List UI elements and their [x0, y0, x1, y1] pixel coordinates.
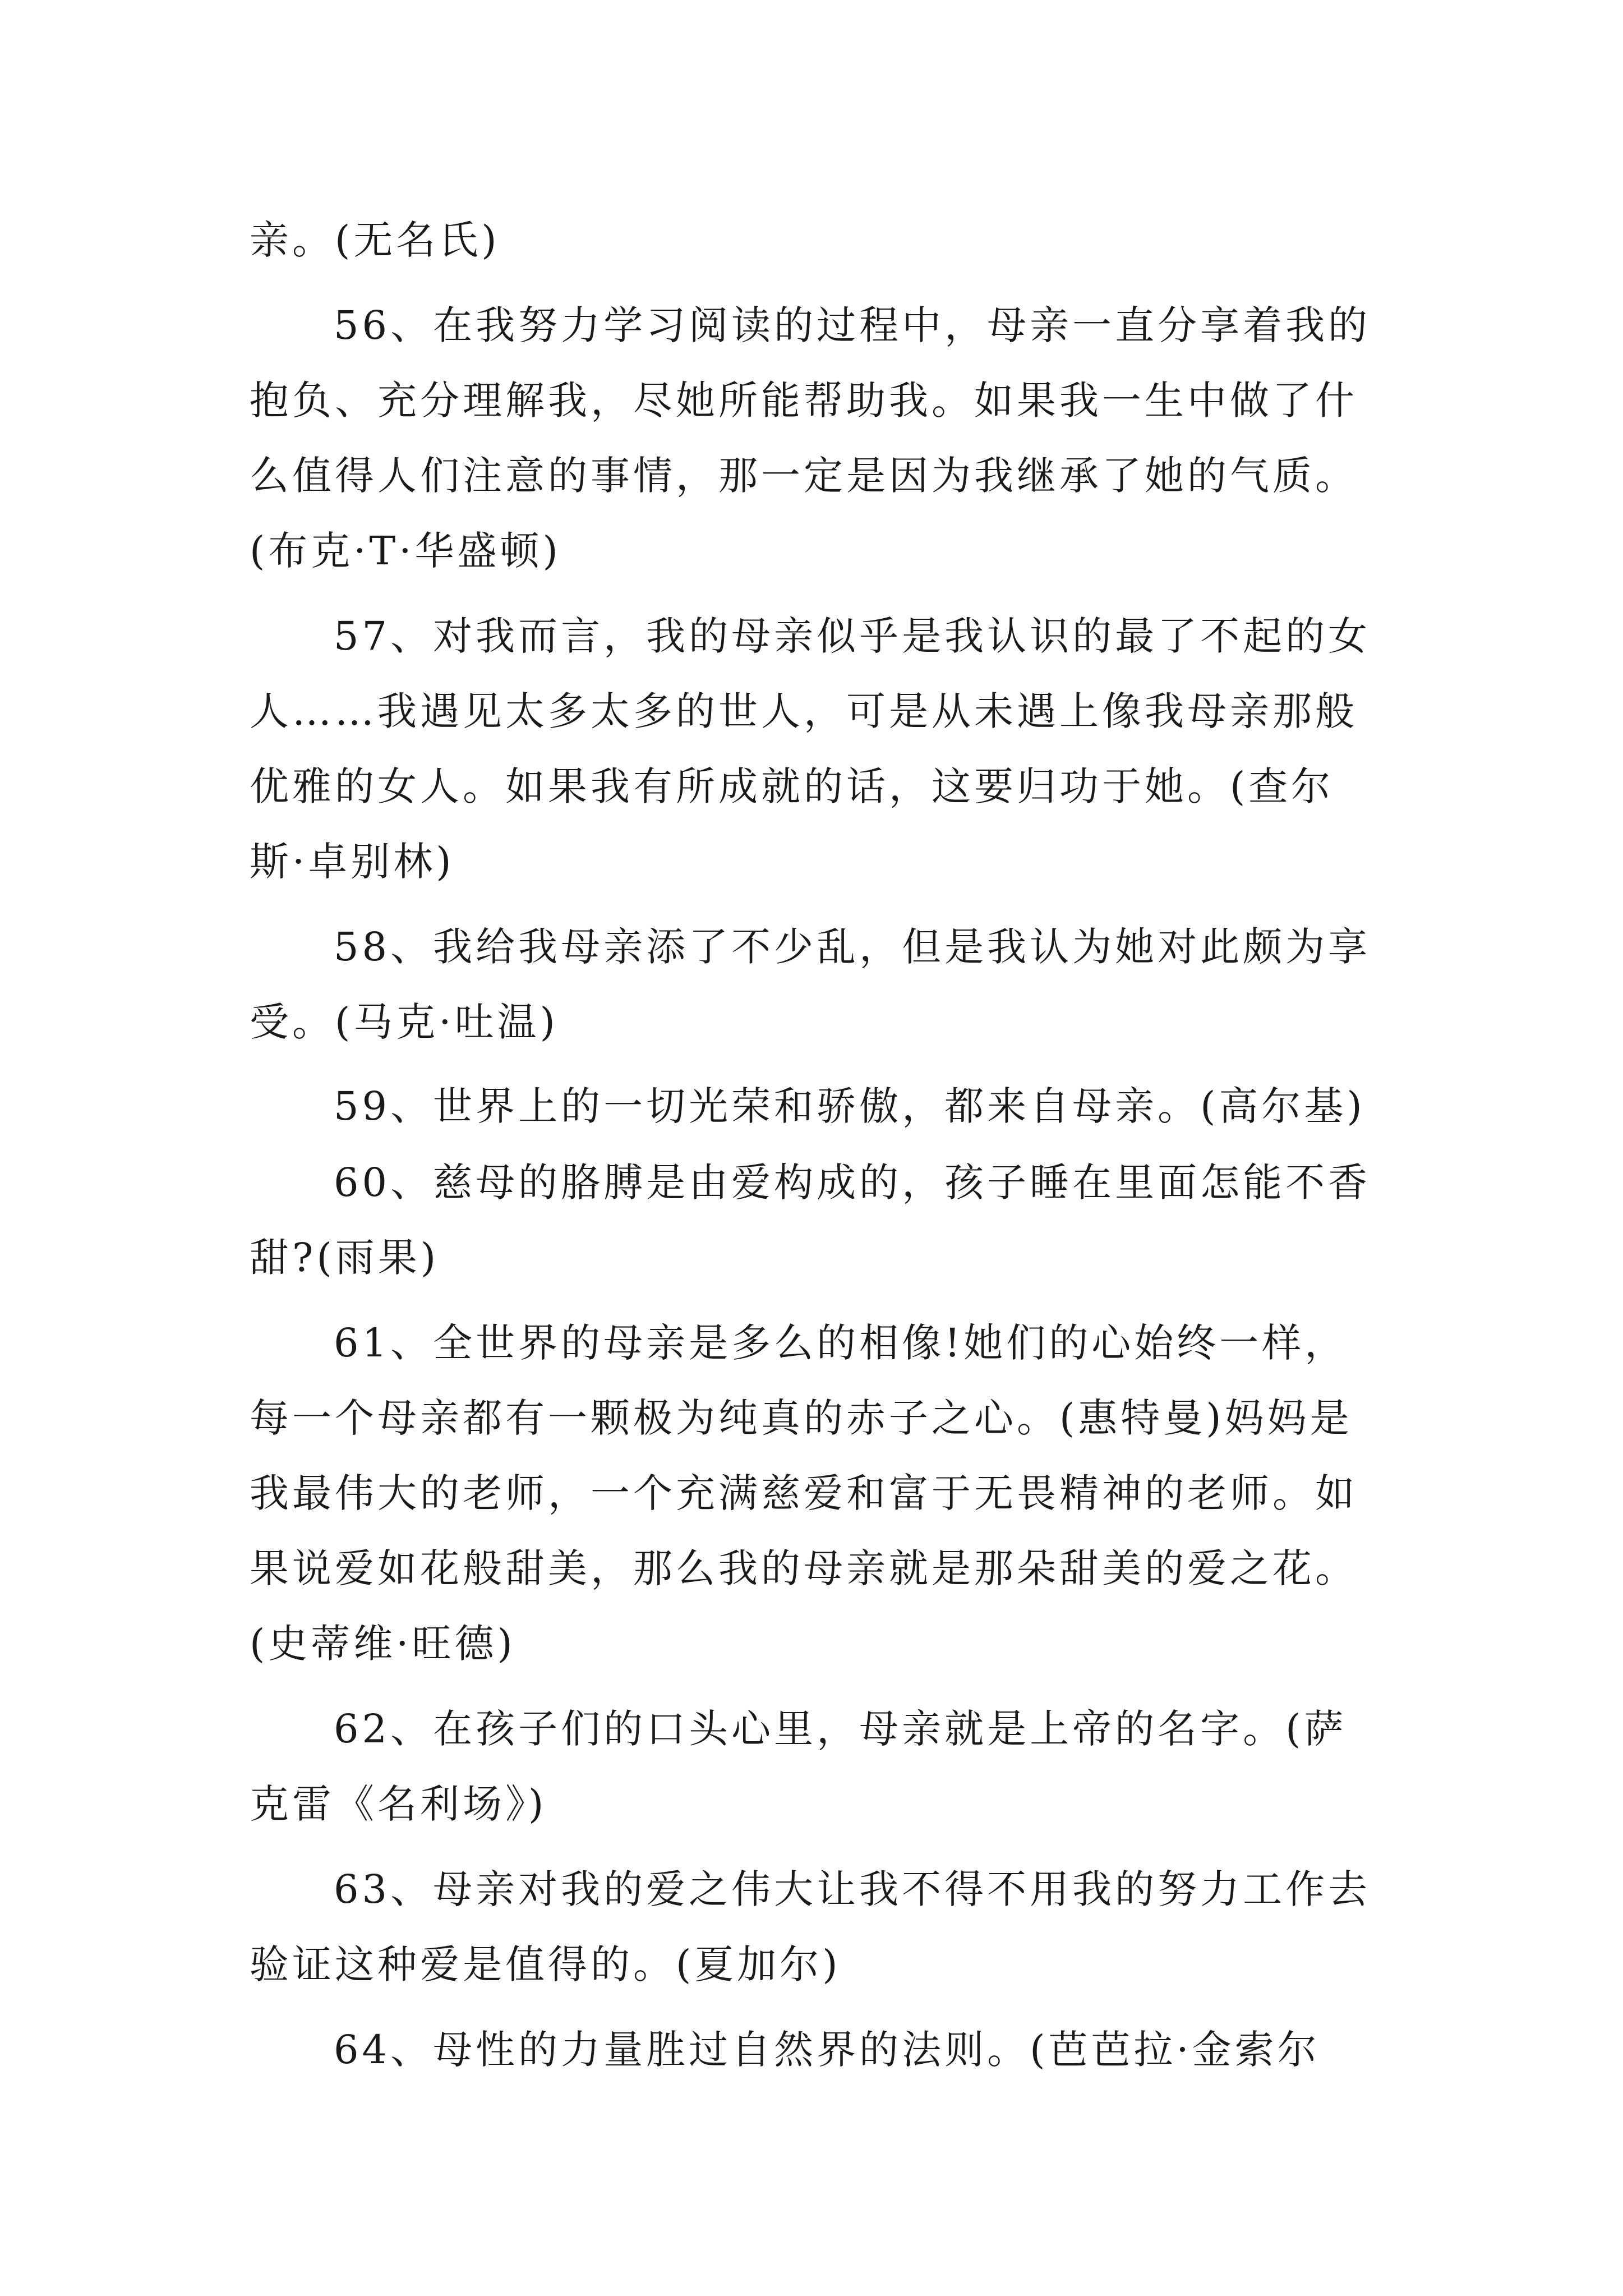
text-line: 人……我遇见太多太多的世人，可是从未遇上像我母亲那般 — [250, 688, 1358, 734]
quote-56-start: 56、在我努力学习阅读的过程中，母亲一直分享着我的 — [334, 302, 1371, 348]
text-line: 我最伟大的老师，一个充满慈爱和富于无畏精神的老师。如 — [250, 1470, 1358, 1516]
text-line: 受。(马克·吐温) — [250, 999, 559, 1045]
text-line: 优雅的女人。如果我有所成就的话，这要归功于她。(查尔 — [250, 763, 1334, 809]
quote-58-start: 58、我给我母亲添了不少乱，但是我认为她对此颇为享 — [334, 924, 1371, 970]
text-line: 每一个母亲都有一颗极为纯真的赤子之心。(惠特曼)妈妈是 — [250, 1395, 1353, 1441]
attribution: 斯·卓别林) — [250, 839, 455, 885]
quote-61-start: 61、全世界的母亲是多么的相像!她们的心始终一样， — [334, 1320, 1348, 1366]
text-line: 么值得人们注意的事情，那一定是因为我继承了她的气质。 — [250, 453, 1358, 499]
attribution: (布克·T·华盛顿) — [250, 528, 561, 574]
text-line: 亲。(无名氏) — [250, 217, 500, 263]
text-line: 验证这种爱是值得的。(夏加尔) — [250, 1941, 841, 1987]
quote-57-start: 57、对我而言，我的母亲似乎是我认识的最了不起的女 — [334, 613, 1371, 659]
quote-60-start: 60、慈母的胳膊是由爱构成的，孩子睡在里面怎能不香 — [334, 1159, 1371, 1205]
attribution: (史蒂维·旺德) — [250, 1621, 516, 1667]
text-line: 甜?(雨果) — [250, 1235, 440, 1281]
quote-64-start: 64、母性的力量胜过自然界的法则。(芭芭拉·金索尔 — [334, 2027, 1320, 2073]
quote-59: 59、世界上的一切光荣和骄傲，都来自母亲。(高尔基) — [334, 1083, 1366, 1129]
text-line: 抱负、充分理解我，尽她所能帮助我。如果我一生中做了什 — [250, 378, 1358, 424]
quote-63-start: 63、母亲对我的爱之伟大让我不得不用我的努力工作去 — [334, 1866, 1371, 1912]
text-line: 果说爱如花般甜美，那么我的母亲就是那朵甜美的爱之花。 — [250, 1545, 1358, 1591]
quote-62-start: 62、在孩子们的口头心里，母亲就是上帝的名字。(萨 — [334, 1706, 1347, 1752]
attribution: 克雷《名利场》) — [250, 1781, 547, 1827]
